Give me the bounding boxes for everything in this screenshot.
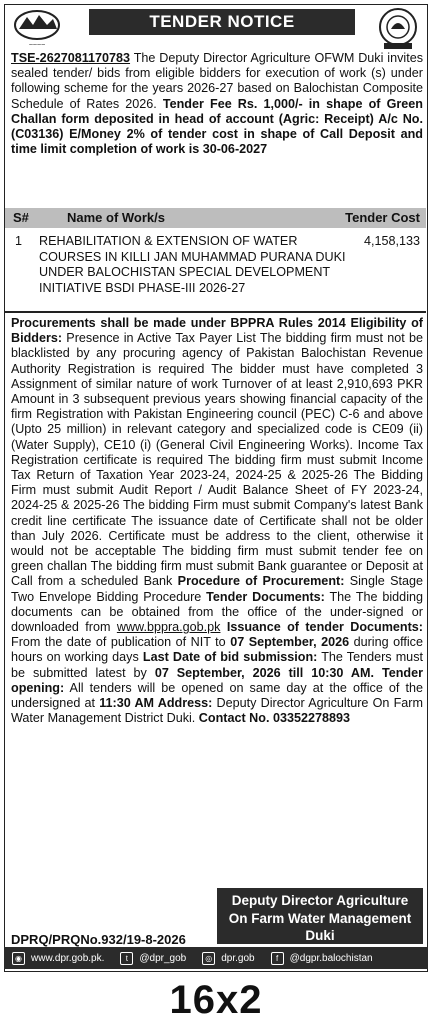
instagram-icon: ◎ — [202, 952, 215, 965]
twitter-icon: t — [120, 952, 133, 965]
last-date-text: The Tenders must be submitted latest by — [11, 650, 423, 680]
last-date-heading: Last Date of bid submission: — [142, 650, 318, 665]
issuance-hours: during office hours on working days — [11, 635, 423, 665]
tender-documents-heading: Tender Documents: — [206, 589, 325, 604]
footer-twitter[interactable]: @dpr_gob — [139, 952, 187, 964]
submission-deadline: 07 September, 2026 till 10:30 AM. Tender opening: — [11, 665, 423, 695]
svg-text:~~~~: ~~~~ — [28, 42, 46, 49]
signature-line-2: On Farm Water Management — [228, 910, 412, 926]
eligibility-paragraph — [11, 316, 423, 726]
intro-text: The Deputy Director Agriculture OFWM Duki invites sealed tender/ bids from eligible bidders for execution of work (s) under following scheme for the years 2026-27 based on Balochistan Composite Schedule of Rates 2026. — [11, 51, 423, 111]
footer-website[interactable]: www.dpr.gob.pk. — [31, 952, 105, 964]
intro-paragraph — [11, 51, 423, 157]
signature-line-1: Deputy Director Agriculture — [231, 893, 409, 908]
address-text: Deputy Director Agriculture On Farm Water Management District Duki. — [11, 696, 423, 726]
ad-size-label: 16x2 — [169, 978, 263, 1022]
footer-facebook[interactable]: @dgpr.balochistan — [289, 952, 373, 964]
dprq-number: DPRQ/PRQNo.932/19-8-2026 — [11, 932, 186, 947]
page-title: TENDER NOTICE — [89, 9, 355, 35]
tender-fee-text: Tender Fee Rs. 1,000/- in shape of Green Challan form deposited in head of account (Agric: Receipt) A/c No. (C03136) E/Money 2% of tender cost in shape of Call Deposit and time limit completion of work is 30-06-2027 — [11, 96, 423, 157]
col-serial: S# — [13, 210, 29, 225]
signature-block — [217, 888, 423, 944]
signature-line-3: Duki — [305, 928, 335, 943]
footer-instagram[interactable]: dpr.gob — [221, 952, 255, 964]
facebook-icon: f — [271, 952, 284, 965]
agriculture-department-logo — [375, 7, 421, 51]
tender-documents-text: The The bidding documents can be obtained from the office of the under-signed or downloaded from — [11, 589, 423, 635]
procurement-rules-heading: Procurements shall be made under BPPRA Rules 2014 Eligibility of Bidders: — [11, 316, 423, 346]
eligibility-text: Presence in Active Tax Payer List The bidding firm must not be blacklisted by any procuring agency of Pakistan Balochistan Revenue Authority Registration is required The bidder must have completed 3 Assignment of similar nature of work Turnover of at least 2,910,693 PKR Amount in 3 subsequent previous years showing financial capacity of the firm Registration with Pakistan Engineering council (PEC) C-6 and above (Upto 25 million) in relevant category and specialized code is CE09 (ii) (Water Supply), CE10 (i) (General Civil Engineering Works). Income Tax Registration certificate is required The bidding firm must submit Income Tax Return of Taxation Year 2023-24, 2024-25 & 2025-26 The Bidding Firm must submit Audit Report / Audit Balance Sheet of FY 2023-24, 2024-25 & 2025-26 The bidding Firm must submit Company's latest Bank credit line certificate The issuance date of Certificate shall not be older than July 2026. Certificate must be address to the client, otherwise it would not be acceptable The bidding firm must submit tender fee on green challan The bidding firm must submit Bank guarantee or Deposit at Call from a scheduled Bank — [11, 331, 423, 589]
tender-notice — [4, 4, 428, 972]
opening-time-address: 11:30 AM Address: — [99, 696, 213, 711]
opening-text: All tenders will be opened on same day at the office of the undersigned at — [11, 680, 423, 711]
col-tender-cost: Tender Cost — [345, 210, 420, 225]
procedure-heading: Procedure of Procurement: — [177, 574, 345, 589]
procedure-text: Single Stage Two Envelope Bidding Procedure — [11, 574, 423, 604]
divider — [5, 311, 426, 313]
row-work-name: REHABILITATION & EXTENSION OF WATER COURSES IN KILLI JAN MUHAMMAD PURANA DUKI UNDER BALOCHISTAN SPECIAL DEVELOPMENT INITIATIVE BSDI PHASE-III 2026-27 — [39, 234, 346, 295]
contact-number: Contact No. 03352278893 — [198, 711, 351, 726]
bppra-link[interactable]: www.bppra.gob.pk — [116, 620, 221, 635]
issuance-date: 07 September, 2026 — [230, 635, 350, 650]
row-serial: 1 — [15, 234, 23, 248]
tse-number: TSE-2627081170783 — [11, 51, 131, 65]
government-emblem-logo — [9, 7, 65, 51]
issuance-text: From the date of publication of NIT to — [11, 635, 231, 650]
globe-icon: ◉ — [12, 952, 25, 965]
footer-bar — [4, 947, 428, 969]
col-work-name: Name of Work/s — [67, 210, 166, 225]
row-tender-cost: 4,158,133 — [363, 234, 420, 248]
issuance-heading: Issuance of tender Documents: — [220, 620, 423, 635]
works-table-header — [5, 208, 426, 228]
notice-header — [5, 5, 427, 51]
table-row — [5, 232, 426, 310]
